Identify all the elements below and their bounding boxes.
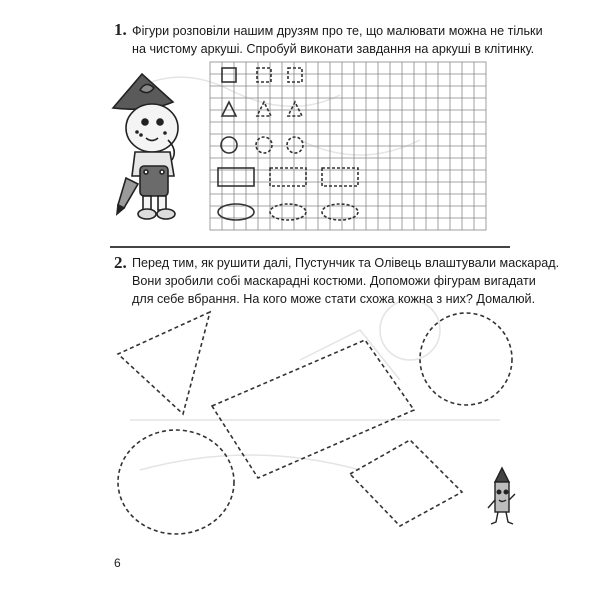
dashed-ellipse[interactable]: [118, 430, 234, 534]
dashed-rectangle[interactable]: [212, 340, 414, 478]
task-1-line-1: Фігури розповіли нашим друзям про те, що малювати можна не тільки: [132, 24, 543, 38]
task-2-line-2: Вони зробили собі маскарадні костюми. Допоможи фігурам вигадати: [132, 274, 536, 288]
pencil-character-illustration: [488, 468, 515, 524]
dashed-circle[interactable]: [420, 313, 512, 405]
dashed-triangle[interactable]: [118, 312, 210, 414]
task-2-number: 2.: [114, 253, 127, 272]
task-1-line-2: на чистому аркуші. Спробуй виконати завдання на аркуші в клітинку.: [132, 42, 535, 56]
task-2-line-1: Перед тим, як рушити далі, Пустунчик та Олівець влаштували маскарад.: [132, 256, 560, 270]
page-number: 6: [114, 556, 121, 570]
dashed-rhombus[interactable]: [350, 440, 462, 526]
task-1-number: 1.: [114, 20, 127, 39]
task-2-line-3: для себе вбрання. На кого може стати схожа кожна з них? Домалюй.: [132, 292, 536, 306]
